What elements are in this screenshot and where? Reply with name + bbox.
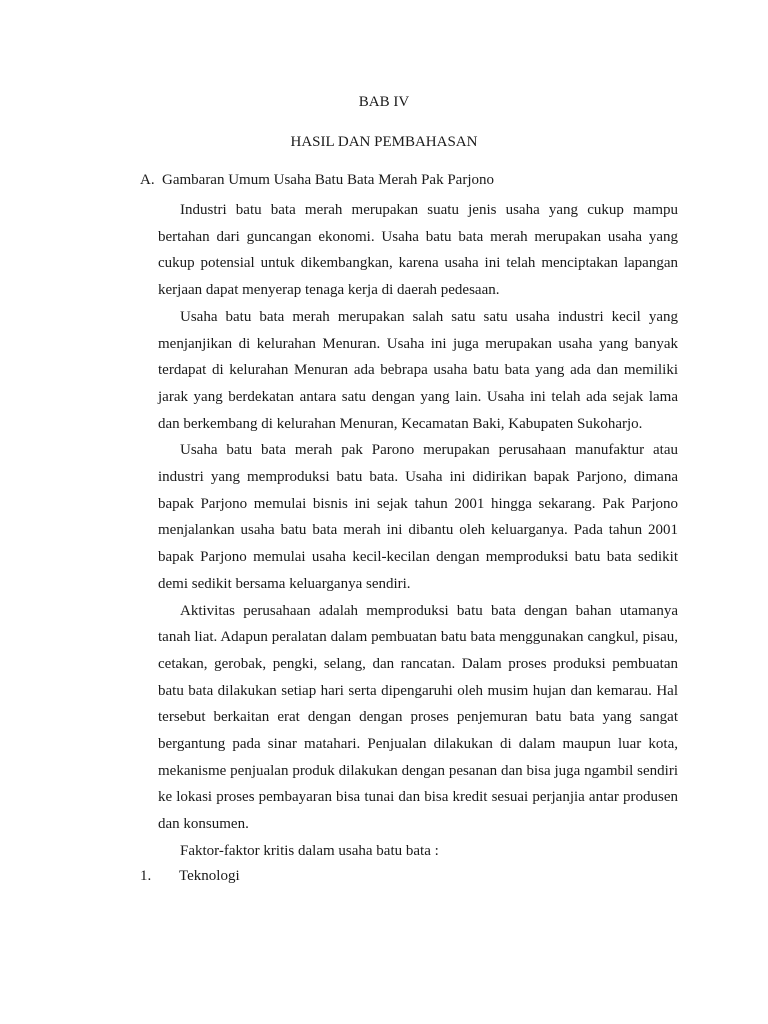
list-item-number: 1. [140, 868, 152, 884]
chapter-title: HASIL DAN PEMBAHASAN [290, 134, 478, 150]
paragraph-3: Usaha batu bata merah pak Parono merupakan perusahaan manufaktur atau industri yang memproduksi batu bata. Usaha ini didirikan bapak Parjono, dimana bapak Parjono memulai bisnis ini sejak tahun 2001 hingga sekarang. Pak Parjono menjalankan usaha batu bata merah ini dibantu oleh keluarganya. Pada tahun 2001 bapak Parjono memulai usaha kecil-kecilan dengan memproduksi batu bata sedikit demi sedikit bersama keluarganya sendiri. [158, 442, 678, 592]
paragraph-1: Industri batu bata merah merupakan suatu jenis usaha yang cukup mampu bertahan dari guncangan ekonomi. Usaha batu bata merah merupakan usaha yang cukup potensial untuk dikembangkan, karena usaha ini telah menciptakan lapangan kerjaan dapat menyerap tenaga kerja di daerah pedesaan. [158, 202, 678, 299]
chapter-heading: BAB IV [358, 94, 410, 110]
factors-intro: Faktor-faktor kritis dalam usaha batu bata : [180, 842, 439, 859]
section-letter: A. [140, 172, 155, 188]
section-heading-text: Gambaran Umum Usaha Batu Bata Merah Pak Parjono [162, 172, 494, 188]
list-item [140, 863, 240, 890]
paragraph-4: Aktivitas perusahaan adalah memproduksi batu bata dengan bahan utamanya tanah liat. Adapun peralatan dalam pembuatan batu bata menggunakan cangkul, pisau, cetakan, gerobak, pengki, selang, dan rancatan. Dalam proses produksi pembuatan batu bata dilakukan setiap hari serta dipengaruhi oleh musim hujan dan kemarau. Hal tersebut berkaitan erat dengan dengan proses penjemuran batu bata yang sangat bergantung pada sinar matahari. Penjualan dilakukan di dalam maupun luar kota, mekanisme penjualan produk dilakukan dengan pesanan dan bisa juga ngambil sendiri ke lokasi proses pembayaran bisa tunai dan bisa kredit sesuai perjanjia antar produsen dan konsumen. [158, 602, 678, 833]
paragraph-2: Usaha batu bata merah merupakan salah satu satu usaha industri kecil yang menjanjikan di kelurahan Menuran. Usaha ini juga merupakan usaha yang banyak terdapat di kelurahan Menuran ada bebrapa usaha batu bata yang ada dan memiliki jarak yang berdekatan antara satu dengan yang lain. Usaha ini telah ada sejak lama dan berkembang di kelurahan Menuran, Kecamatan Baki, Kabupaten Sukoharjo. [158, 308, 678, 432]
document-body [158, 197, 678, 865]
section-heading [140, 172, 494, 189]
list-item-label: Teknologi [179, 868, 240, 884]
